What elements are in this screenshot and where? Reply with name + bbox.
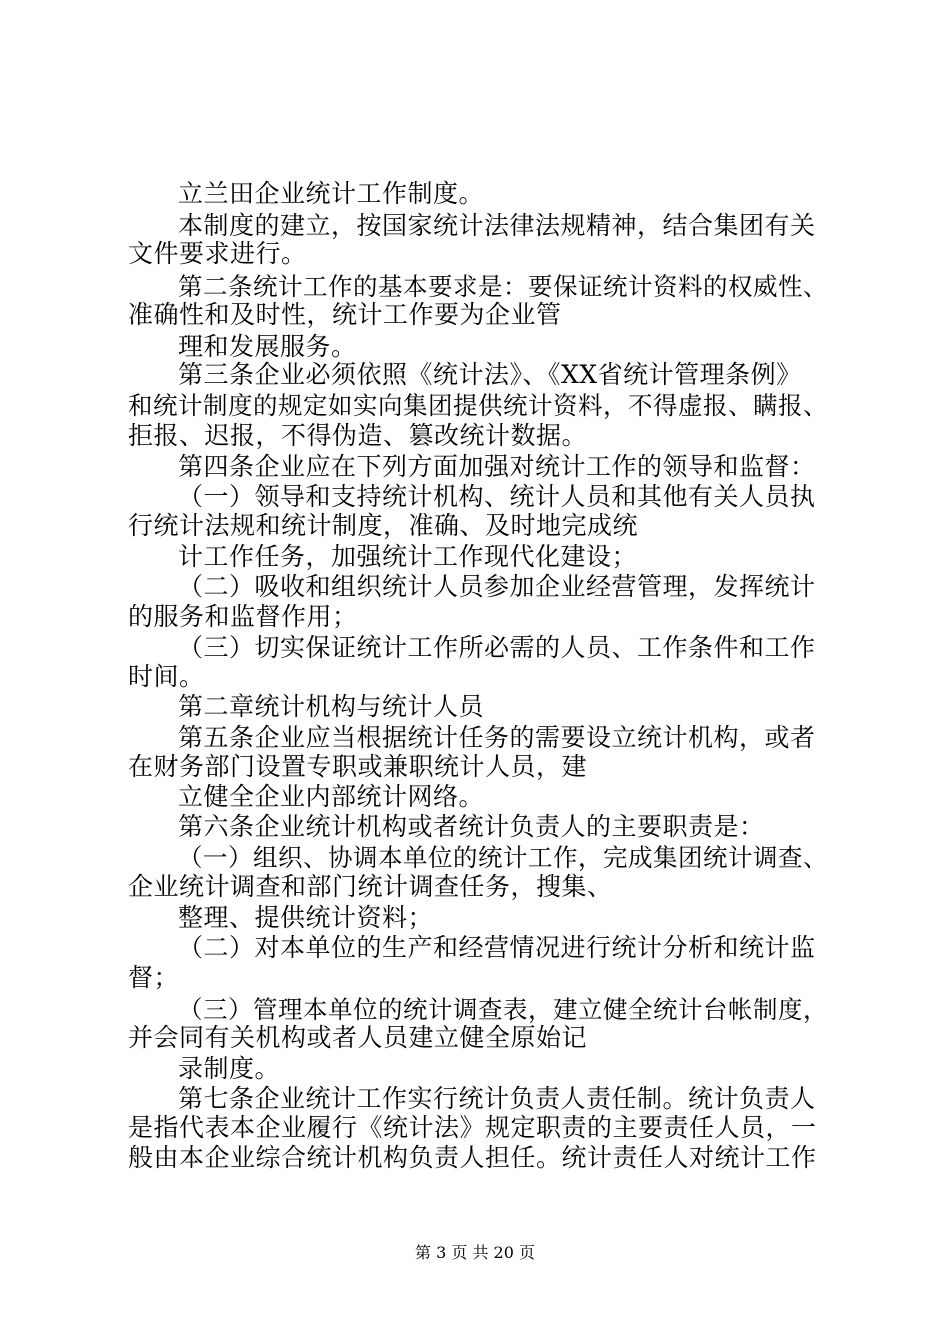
text-line: 时间。 <box>128 662 205 691</box>
page-footer: 第 3 页 共 20 页 <box>415 1243 535 1262</box>
text-line: 在财务部门设置专职或兼职统计人员，建 <box>128 752 588 781</box>
text-line: 第二条统计工作的基本要求是：要保证统计资料的权威性、 <box>178 272 828 301</box>
text-line: 和统计制度的规定如实向集团提供统计资料，不得虚报、瞒报、 <box>128 391 828 420</box>
text-line: （二）吸收和组织统计人员参加企业经营管理，发挥统计 <box>178 572 816 601</box>
text-line: 整理、提供统计资料； <box>178 903 434 932</box>
text-line: 计工作任务，加强统计工作现代化建设； <box>178 542 638 571</box>
text-line: 理和发展服务。 <box>178 332 357 361</box>
text-line: 立兰田企业统计工作制度。 <box>178 179 485 208</box>
text-line: 准确性和及时性，统计工作要为企业管 <box>128 300 562 329</box>
text-line: （一）组织、协调本单位的统计工作，完成集团统计调查、 <box>178 843 828 872</box>
text-line: 第七条企业统计工作实行统计负责人责任制。统计负责人 <box>178 1084 816 1113</box>
text-line: 第六条企业统计机构或者统计负责人的主要职责是： <box>178 812 765 841</box>
text-line: 立健全企业内部统计网络。 <box>178 782 485 811</box>
text-line: （三）切实保证统计工作所必需的人员、工作条件和工作 <box>178 633 816 662</box>
text-line: 文件要求进行。 <box>128 239 307 268</box>
text-line: 行统计法规和统计制度，准确、及时地完成统 <box>128 511 639 540</box>
text-line: 企业统计调查和部门统计调查任务，搜集、 <box>128 872 613 901</box>
text-line: 般由本企业综合统计机构负责人担任。统计责任人对统计工作 <box>128 1143 817 1172</box>
text-line: 督； <box>128 963 180 992</box>
text-line: 第五条企业应当根据统计任务的需要设立统计机构，或者 <box>178 723 816 752</box>
text-line: （三）管理本单位的统计调查表，建立健全统计台帐制度， <box>178 995 828 1024</box>
text-line: 拒报、迟报，不得伪造、篡改统计数据。 <box>128 421 588 450</box>
text-line: 第三条企业必须依照《统计法》、《XX省统计管理条例》 <box>178 360 802 389</box>
text-line: （一）领导和支持统计机构、统计人员和其他有关人员执 <box>178 482 816 511</box>
text-line: （二）对本单位的生产和经营情况进行统计分析和统计监 <box>178 933 816 962</box>
text-line: 第四条企业应在下列方面加强对统计工作的领导和监督： <box>178 452 816 481</box>
text-line: 是指代表本企业履行《统计法》规定职责的主要责任人员，一 <box>128 1113 817 1142</box>
text-line: 的服务和监督作用； <box>128 602 358 631</box>
chapter-heading: 第二章统计机构与统计人员 <box>178 692 485 721</box>
text-line: 录制度。 <box>178 1054 281 1083</box>
text-line: 本制度的建立，按国家统计法律法规精神，结合集团有关 <box>178 211 816 240</box>
text-line: 并会同有关机构或者人员建立健全原始记 <box>128 1023 588 1052</box>
